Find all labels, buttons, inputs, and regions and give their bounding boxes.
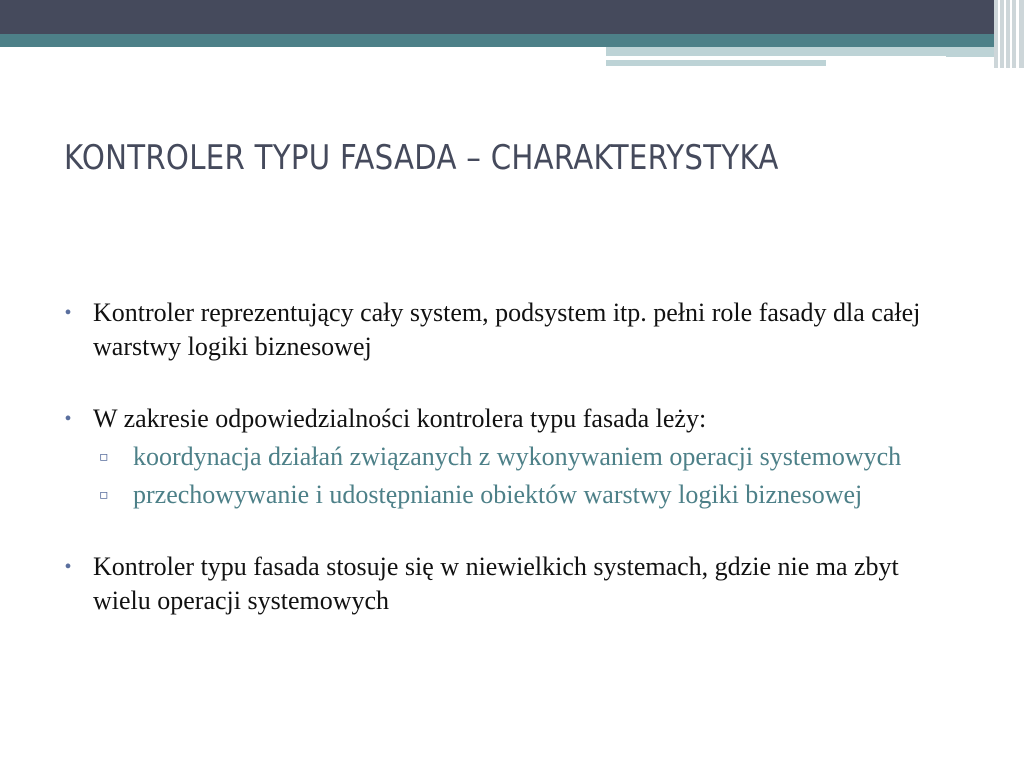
bullet-text: Kontroler typu fasada stosuje się w niewielkich systemach, gdzie nie ma zbyt wielu operacji systemowych	[93, 552, 899, 615]
header-stripe	[1016, 0, 1019, 68]
header-divider-line	[606, 56, 946, 59]
sub-bullet-list	[93, 440, 958, 512]
sub-bullet-text: przechowywanie i udostępnianie obiektów warstwy logiki biznesowej	[133, 480, 863, 509]
slide-title: KONTROLER TYPU FASADA – CHARAKTERYSTYKA	[64, 138, 779, 178]
bullet-item	[58, 550, 958, 618]
bullet-dot-icon: •	[64, 556, 72, 578]
slide-content	[58, 296, 958, 618]
bullet-item	[58, 402, 958, 512]
bullet-text: W zakresie odpowiedzialności kontrolera typu fasada leży:	[93, 404, 707, 433]
sub-bullet-item	[93, 440, 958, 474]
bullet-dot-icon: •	[64, 408, 72, 430]
sub-bullet-text: koordynacja działań związanych z wykonywaniem operacji systemowych	[133, 442, 902, 471]
header-band-teal	[0, 34, 1024, 47]
header-stripe	[1004, 0, 1006, 68]
header-stripe	[1010, 0, 1012, 68]
square-bullet-icon: ▫	[99, 487, 109, 503]
bullet-dot-icon: •	[64, 302, 72, 324]
header-band-dark	[0, 0, 1024, 34]
sub-bullet-item	[93, 478, 958, 512]
square-bullet-icon: ▫	[99, 449, 109, 465]
bullet-text: Kontroler reprezentujący cały system, podsystem itp. pełni role fasady dla całej warstwy logiki biznesowej	[93, 298, 921, 361]
header-stripe	[998, 0, 1000, 68]
header-band-light-short	[606, 60, 826, 66]
bullet-item	[58, 296, 958, 364]
